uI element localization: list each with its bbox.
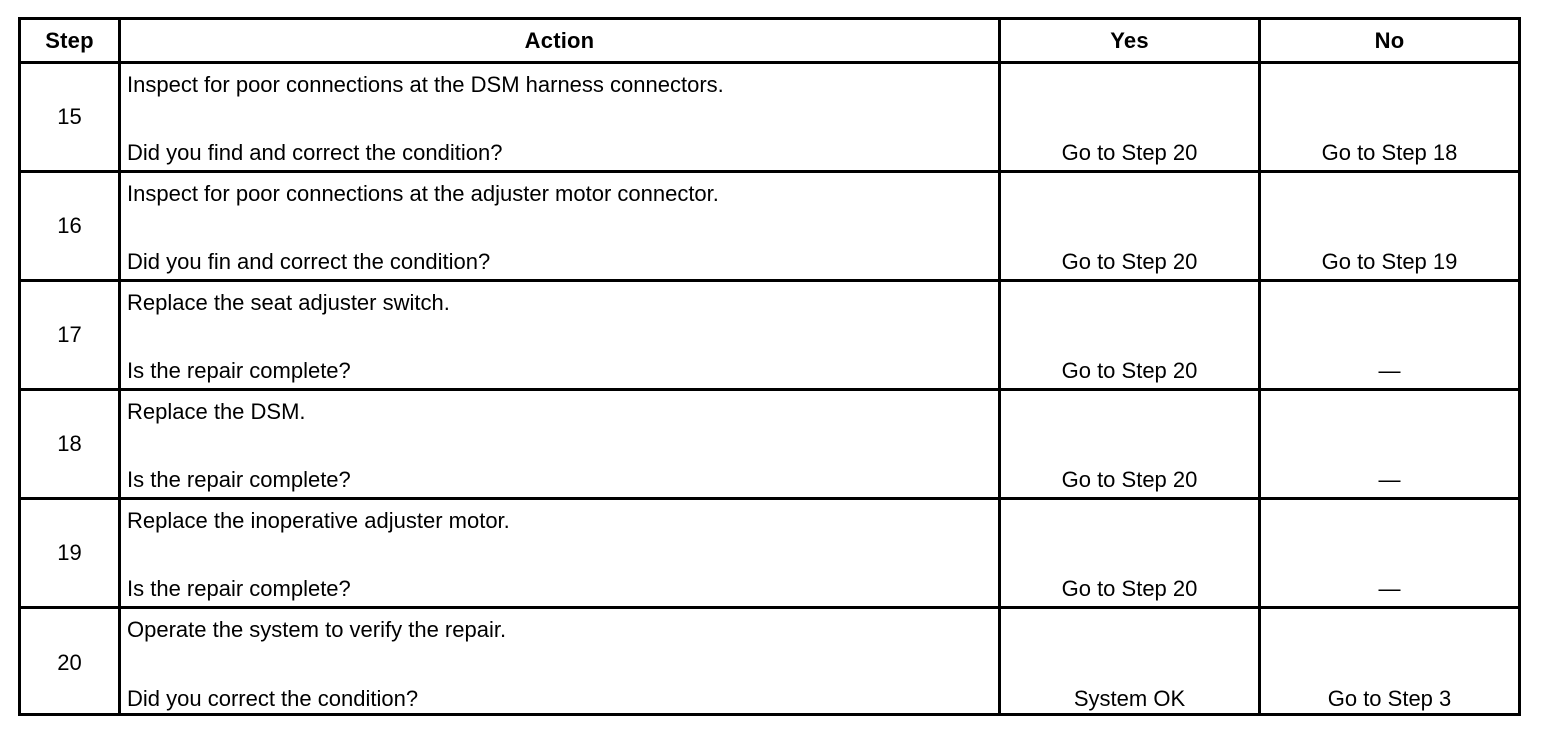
yes-cell — [1001, 500, 1258, 606]
header-yes: Yes — [1110, 27, 1149, 53]
step-number: 17 — [57, 322, 82, 347]
step-number: 15 — [57, 104, 82, 129]
action-cell — [121, 282, 998, 388]
no-cell — [1261, 282, 1518, 388]
yes-result: Go to Step 20 — [1061, 576, 1198, 601]
action-question: Is the repair complete? — [127, 576, 351, 601]
no-cell — [1261, 64, 1518, 170]
action-instruction: Inspect for poor connections at the adjuster motor connector. — [127, 181, 719, 206]
action-question: Did you correct the condition? — [127, 686, 419, 711]
yes-cell — [1001, 173, 1258, 279]
yes-result: System OK — [1073, 686, 1186, 711]
yes-result: Go to Step 20 — [1061, 467, 1198, 492]
yes-cell — [1001, 282, 1258, 388]
no-result: Go to Step 19 — [1321, 249, 1458, 274]
no-cell — [1261, 609, 1518, 716]
yes-result: Go to Step 20 — [1061, 358, 1198, 383]
no-result: — — [1378, 358, 1401, 383]
action-cell — [121, 64, 998, 170]
action-instruction: Operate the system to verify the repair. — [127, 617, 507, 642]
no-cell — [1261, 391, 1518, 497]
yes-cell — [1001, 64, 1258, 170]
action-question: Did you fin and correct the condition? — [127, 249, 491, 274]
no-result: Go to Step 3 — [1327, 686, 1452, 711]
diagnostic-table — [18, 17, 1521, 716]
yes-cell — [1001, 391, 1258, 497]
action-cell — [121, 173, 998, 279]
no-result: Go to Step 18 — [1321, 140, 1458, 165]
no-result: — — [1378, 576, 1401, 601]
header-no: No — [1374, 27, 1405, 53]
header-step: Step — [45, 27, 94, 53]
action-cell — [121, 391, 998, 497]
no-cell — [1261, 500, 1518, 606]
no-result: — — [1378, 467, 1401, 492]
yes-result: Go to Step 20 — [1061, 249, 1198, 274]
action-instruction: Replace the DSM. — [127, 399, 306, 424]
action-cell — [121, 609, 998, 716]
action-instruction: Replace the inoperative adjuster motor. — [127, 508, 510, 533]
no-cell — [1261, 173, 1518, 279]
step-number: 16 — [57, 213, 82, 238]
step-number: 19 — [57, 540, 82, 565]
header-action: Action — [524, 27, 595, 53]
action-question: Is the repair complete? — [127, 358, 351, 383]
action-cell — [121, 500, 998, 606]
action-question: Did you find and correct the condition? — [127, 140, 503, 165]
yes-cell — [1001, 609, 1258, 716]
action-question: Is the repair complete? — [127, 467, 351, 492]
action-instruction: Inspect for poor connections at the DSM harness connectors. — [127, 72, 724, 97]
step-number: 20 — [57, 649, 82, 675]
yes-result: Go to Step 20 — [1061, 140, 1198, 165]
step-number: 18 — [57, 431, 82, 456]
action-instruction: Replace the seat adjuster switch. — [127, 290, 450, 315]
